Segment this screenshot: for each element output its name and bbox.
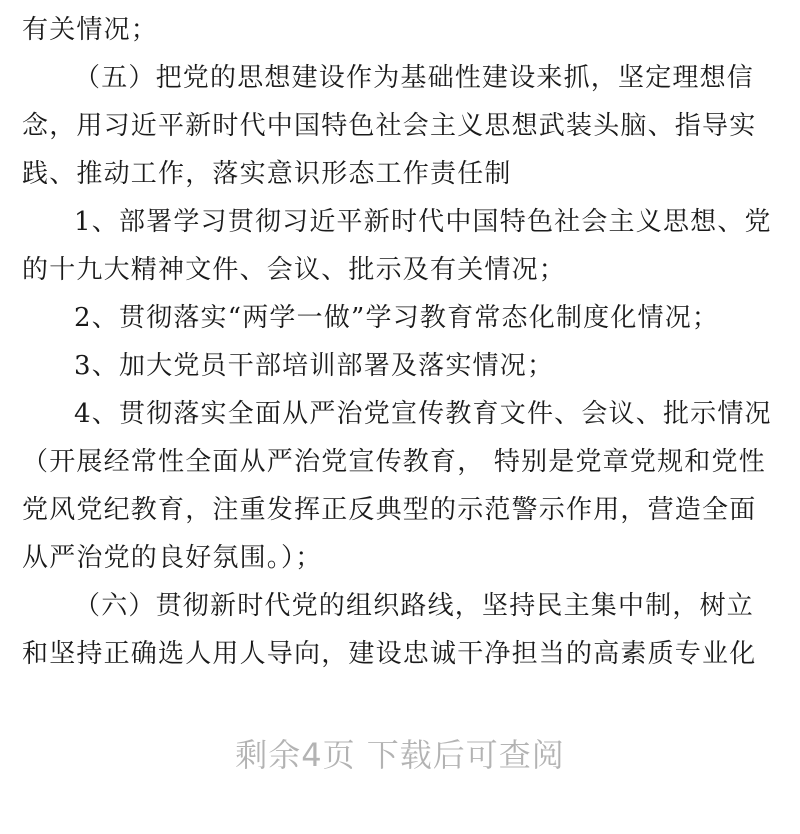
text-line-3: 念，用习近平新时代中国特色社会主义思想武装头脑、指导实 [22,111,757,141]
text-line-10: （开展经常性全面从严治党宣传教育， 特别是党章党规和党性 [22,447,766,477]
text-line-8: 3、加大党员干部培训部署及落实情况； [74,351,555,381]
document-body [22,0,780,678]
remaining-pages-notice[interactable]: 剩余4页 下载后可查阅 [235,736,565,774]
text-line-11: 党风党纪教育，注重发挥正反典型的示范警示作用，营造全面 [22,495,757,525]
text-line-6: 的十九大精神文件、会议、批示及有关情况； [22,255,567,285]
text-line-4: 践、推动工作，落实意识形态工作责任制 [22,159,512,189]
text-line-2: （五）把党的思想建设作为基础性建设来抓，坚定理想信 [74,63,755,93]
text-line-12: 从严治党的良好氛围。）； [22,543,323,573]
text-line-13: （六）贯彻新时代党的组织路线，坚持民主集中制，树立 [74,591,755,621]
text-line-14: 和坚持正确选人用人导向，建设忠诚干净担当的高素质专业化 [22,639,757,669]
text-line-7: 2、贯彻落实“两学一做”学习教育常态化制度化情况； [74,303,720,333]
text-line-5: 1、部署学习贯彻习近平新时代中国特色社会主义思想、党 [74,207,772,237]
text-line-9: 4、贯彻落实全面从严治党宣传教育文件、会议、批示情况 [74,399,772,429]
text-line-1: 有关情况； [22,15,159,45]
